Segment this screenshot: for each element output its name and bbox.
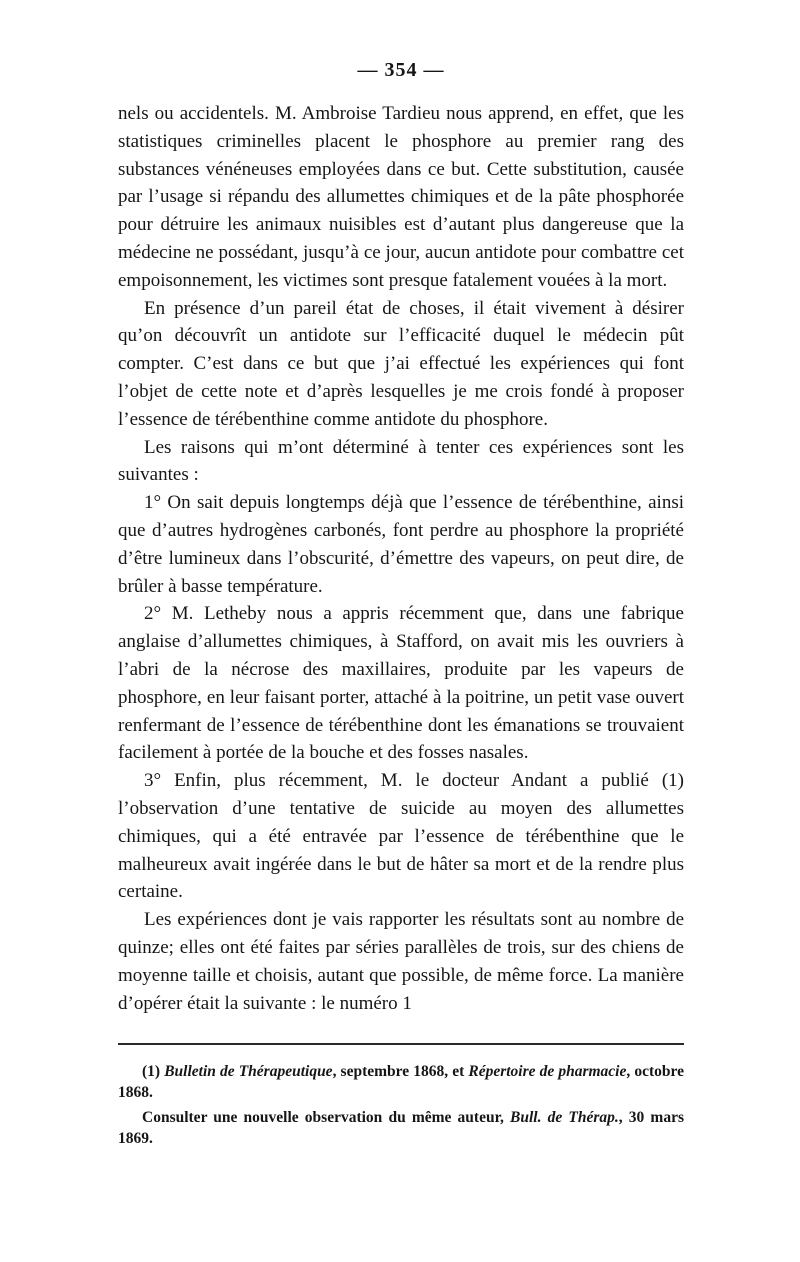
document-page [118, 56, 684, 1149]
paragraph: 3° Enfin, plus récemment, M. le docteur Andant a publié (1) l’observation d’une tentative de suicide au moyen des allumettes chimiques, qui a été entravée par l’essence de térébenthine que le malheureux avait ingérée dans le but de hâter sa mort et de la rendre plus certaine. [118, 770, 684, 903]
footnote-text: , septembre 1868, et [332, 1063, 469, 1081]
footnote [118, 1061, 684, 1103]
paragraph: En présence d’un pareil état de choses, il était vivement à désirer qu’on découvrît un antidote sur l’efficacité duquel le médecin pût compter. C’est dans ce but que j’ai effectué les expériences qui font l’objet de cette note et d’après lesquelles je me crois fondé à proposer l’essence de térébenthine comme antidote du phosphore. [118, 297, 684, 430]
footnotes [118, 1061, 684, 1149]
footnote-text: , 30 mars 1869. [118, 1109, 685, 1148]
footnote [118, 1107, 684, 1149]
paragraph: Les raisons qui m’ont déterminé à tenter ces expériences sont les suivantes : [118, 436, 684, 486]
paragraph: 1° On sait depuis longtemps déjà que l’essence de térébenthine, ainsi que d’autres hydrogènes carbonés, font perdre au phosphore la propriété d’être lumineux dans l’obscurité, d’émettre des vapeurs, on peut dire, de brûler à basse température. [118, 492, 684, 597]
footnote-text: , octobre 1868. [118, 1063, 684, 1102]
footnote-text: Consulter une nouvelle observation du même auteur, [142, 1109, 511, 1127]
paragraph: Les expériences dont je vais rapporter les résultats sont au nombre de quinze; elles ont été faites par séries parallèles de trois, sur des chiens de moyenne taille et choisis, autant que possible, de même force. La manière d’opérer était la suivante : le numéro 1 [118, 909, 684, 1014]
footnote-journal: Bulletin de Thérapeutique [164, 1063, 333, 1081]
body-text [118, 100, 684, 1017]
footnote-journal: Répertoire de pharmacie [468, 1063, 627, 1081]
footnote-separator [118, 1043, 684, 1045]
footnote-mark: (1) [142, 1063, 161, 1081]
paragraph: 2° M. Letheby nous a appris récemment que, dans une fabrique anglaise d’allumettes chimiques, à Stafford, on avait mis les ouvriers à l’abri de la nécrose des maxillaires, produite par les vapeurs de phosphore, en leur faisant porter, attaché à la poitrine, un petit vase ouvert renfermant de l’essence de térébenthine dont les émanations se trouvaient facilement à portée de la bouche et des fosses nasales. [118, 603, 684, 764]
paragraph: nels ou accidentels. M. Ambroise Tardieu nous apprend, en effet, que les statistiques criminelles placent le phosphore au premier rang des substances vénéneuses employées dans ce but. Cette substitution, causée par l’usage si répandu des allumettes chimiques et de la pâte phosphorée pour détruire les animaux nuisibles est d’autant plus dangereuse que la médecine ne possédant, jusqu’à ce jour, aucun antidote pour combattre cet empoisonnement, les victimes sont presque fatalement vouées à la mort. [118, 103, 684, 291]
footnote-journal: Bull. de Thérap. [510, 1109, 619, 1127]
page-number: — 354 — [357, 59, 445, 81]
